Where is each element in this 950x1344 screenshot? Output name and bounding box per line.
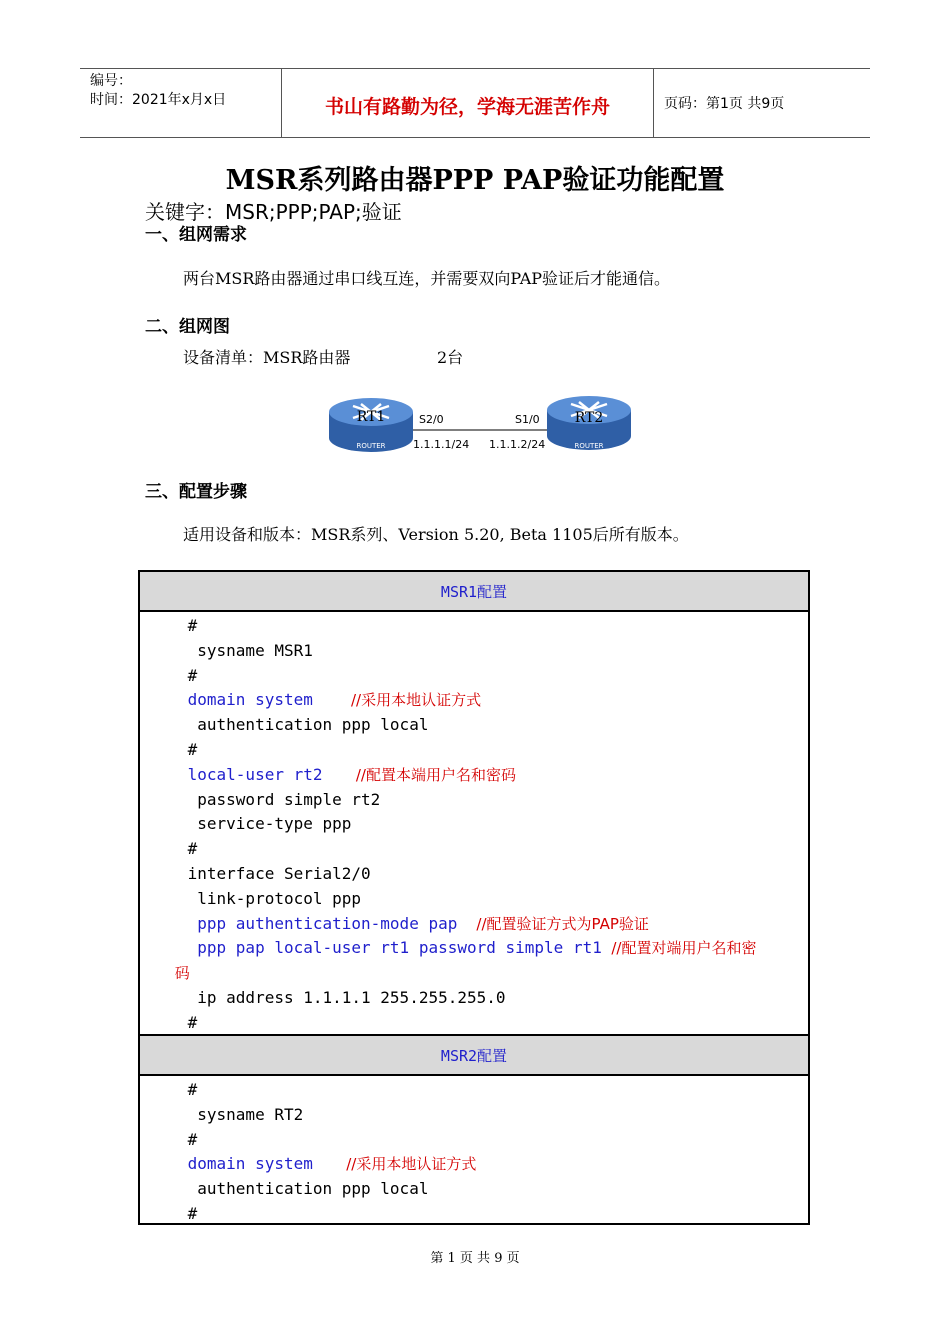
config-line bbox=[140, 639, 808, 664]
msr1-title-name: MSR1 bbox=[440, 583, 478, 601]
config-comment: 码 bbox=[170, 964, 190, 983]
config-code: sysname MSR1 bbox=[178, 640, 313, 660]
config-line bbox=[140, 1103, 808, 1128]
msr1-title-suffix: 配置 bbox=[477, 583, 508, 601]
config-line bbox=[140, 688, 808, 713]
section-3-text: 适用设备和版本：MSR系列、Version 5.20, Beta 1105后所有版本。 bbox=[183, 525, 689, 544]
config-code: # bbox=[178, 1203, 198, 1223]
config-code: ip address 1.1.1.1 255.255.255.0 bbox=[178, 987, 506, 1007]
config-line bbox=[140, 614, 808, 639]
config-line bbox=[140, 1128, 808, 1153]
section-1-heading: 一、组网需求 bbox=[145, 225, 247, 245]
rt1-label: RT1 bbox=[356, 409, 386, 425]
config-code: ppp authentication-mode pap bbox=[178, 913, 458, 933]
msr1-config-table bbox=[138, 570, 810, 1036]
config-code: domain system bbox=[178, 1154, 313, 1174]
router-rt2-icon bbox=[547, 396, 631, 450]
config-code: link-protocol ppp bbox=[178, 888, 362, 908]
header-page-label: 页码：第1页 共9页 bbox=[664, 96, 785, 112]
rt2-router-caption: ROUTER bbox=[574, 442, 604, 450]
config-comment: //采用本地认证方式 bbox=[312, 1155, 477, 1174]
section-3-heading: 三、配置步骤 bbox=[145, 482, 247, 502]
config-code: # bbox=[178, 1129, 198, 1149]
config-comment: //配置验证方式为PAP验证 bbox=[457, 914, 649, 933]
msr1-config-title bbox=[140, 572, 808, 612]
config-code: service-type ppp bbox=[178, 814, 352, 834]
header-time: 时间：2021年x月x日 bbox=[90, 92, 227, 108]
msr2-config-code bbox=[140, 1076, 808, 1227]
rt2-ip-label: 1.1.1.2/24 bbox=[489, 438, 546, 451]
page-footer: 第 1 页 共 9 页 bbox=[430, 1251, 520, 1266]
config-line bbox=[140, 912, 808, 937]
config-line bbox=[140, 936, 808, 961]
config-code: password simple rt2 bbox=[178, 789, 381, 809]
config-line bbox=[140, 986, 808, 1011]
config-line bbox=[140, 961, 808, 986]
config-code: local-user rt2 bbox=[178, 764, 323, 784]
config-line bbox=[140, 1078, 808, 1103]
config-line bbox=[140, 664, 808, 689]
config-line bbox=[140, 1152, 808, 1177]
device-count: 2台 bbox=[437, 348, 464, 367]
header-meta-cell bbox=[80, 69, 282, 137]
config-line bbox=[140, 1202, 808, 1227]
router-rt1-icon bbox=[329, 398, 413, 452]
msr2-title-suffix: 配置 bbox=[477, 1047, 508, 1065]
config-code: domain system bbox=[178, 690, 313, 710]
config-code: authentication ppp local bbox=[178, 1179, 429, 1199]
config-code: # bbox=[178, 839, 198, 859]
msr2-config-title bbox=[140, 1036, 808, 1076]
config-code: authentication ppp local bbox=[178, 715, 429, 735]
config-line bbox=[140, 862, 808, 887]
document-title: MSR系列路由器PPP PAP验证功能配置 bbox=[225, 165, 725, 196]
msr2-config-table bbox=[138, 1034, 810, 1225]
rt2-label: RT2 bbox=[574, 410, 604, 426]
section-2-heading: 二、组网图 bbox=[145, 317, 230, 337]
config-line bbox=[140, 1011, 808, 1036]
network-diagram bbox=[325, 390, 635, 456]
msr1-config-code bbox=[140, 612, 808, 1036]
config-comment: //采用本地认证方式 bbox=[312, 691, 482, 710]
config-line bbox=[140, 763, 808, 788]
config-code: # bbox=[178, 1012, 198, 1032]
config-line bbox=[140, 837, 808, 862]
config-line bbox=[140, 887, 808, 912]
config-code: # bbox=[178, 665, 198, 685]
config-line bbox=[140, 713, 808, 738]
config-comment: //配置对端用户名和密 bbox=[601, 939, 757, 958]
config-code: ppp pap local-user rt1 password simple rt1 bbox=[178, 938, 602, 958]
rt2-port-label: S1/0 bbox=[515, 413, 540, 426]
config-code: interface Serial2/0 bbox=[178, 863, 371, 883]
config-code: # bbox=[178, 739, 198, 759]
rt1-port-label: S2/0 bbox=[419, 413, 444, 426]
config-code: # bbox=[178, 616, 198, 635]
rt1-ip-label: 1.1.1.1/24 bbox=[413, 438, 470, 451]
section-1-text: 两台MSR路由器通过串口线互连，并需要双向PAP验证后才能通信。 bbox=[183, 269, 671, 288]
config-code: sysname RT2 bbox=[178, 1104, 304, 1124]
header-slogan: 书山有路勤为径，学海无涯苦作舟 bbox=[282, 69, 654, 137]
config-line bbox=[140, 788, 808, 813]
config-line bbox=[140, 1177, 808, 1202]
device-list: 设备清单：MSR路由器 bbox=[183, 348, 351, 367]
config-code: # bbox=[178, 1080, 198, 1099]
header-number: 编号： bbox=[90, 73, 132, 89]
config-line bbox=[140, 738, 808, 763]
page-header bbox=[80, 68, 870, 138]
keywords-line: 关键字：MSR;PPP;PAP;验证 bbox=[145, 200, 402, 224]
msr2-title-name: MSR2 bbox=[440, 1047, 478, 1065]
rt1-router-caption: ROUTER bbox=[356, 442, 386, 450]
config-comment: //配置本端用户名和密码 bbox=[322, 765, 516, 784]
config-line bbox=[140, 812, 808, 837]
